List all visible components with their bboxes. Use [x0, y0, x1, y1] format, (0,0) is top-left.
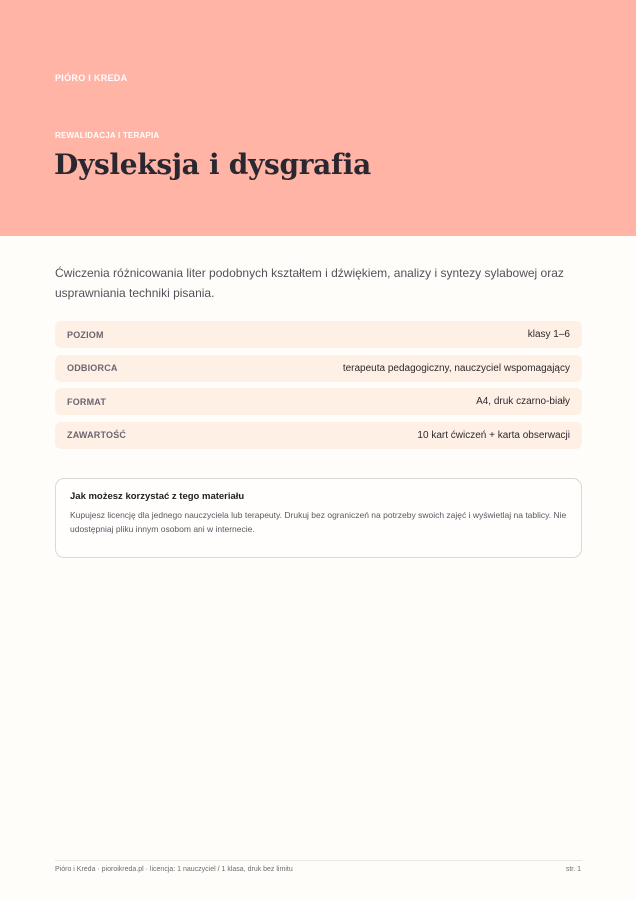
page-number: str. 1 [565, 866, 581, 873]
meta-value: terapeuta pedagogiczny, nauczyciel wspomagający [342, 362, 570, 374]
meta-value: 10 kart ćwiczeń + karta obserwacji [417, 429, 570, 441]
meta-row-audience [55, 355, 582, 382]
intro-paragraph: Ćwiczenia różnicowania liter podobnych kształtem i dźwiękiem, analizy i syntezy sylabowej oraz usprawniania techniki pisania. [55, 266, 564, 300]
license-note-title: Jak możesz korzystać z tego materiału [70, 491, 245, 502]
meta-row-contents [55, 422, 582, 449]
meta-row-format [55, 388, 582, 415]
meta-table [55, 321, 582, 455]
license-note-text: Kupujesz licencję dla jednego nauczyciela lub terapeuty. Drukuj bez ograniczeń na potrzeby swoich zajęć i wyświetlaj na tablicy. Nie udostępniaj pliku innym osobom ani w internecie. [70, 510, 567, 534]
meta-label: ODBIORCA [67, 363, 118, 373]
meta-label: ZAWARTOŚĆ [67, 430, 127, 440]
meta-row-level [55, 321, 582, 348]
footer-divider [55, 860, 582, 861]
page-title: Dysleksja i dysgrafia [54, 148, 371, 181]
meta-label: POZIOM [67, 329, 104, 340]
header-banner [0, 0, 636, 236]
footer-info: Pióro i Kreda · pioroikreda.pl · licencja: 1 nauczyciel / 1 klasa, druk bez limitu [55, 866, 293, 873]
meta-label: FORMAT [67, 396, 107, 407]
brand-name: PIÓRO I KREDA [55, 73, 128, 83]
meta-value: A4, druk czarno-biały [476, 396, 570, 407]
license-note-box [55, 478, 582, 558]
category-label: REWALIDACJA I TERAPIA [55, 131, 160, 140]
meta-value: klasy 1–6 [527, 329, 570, 340]
